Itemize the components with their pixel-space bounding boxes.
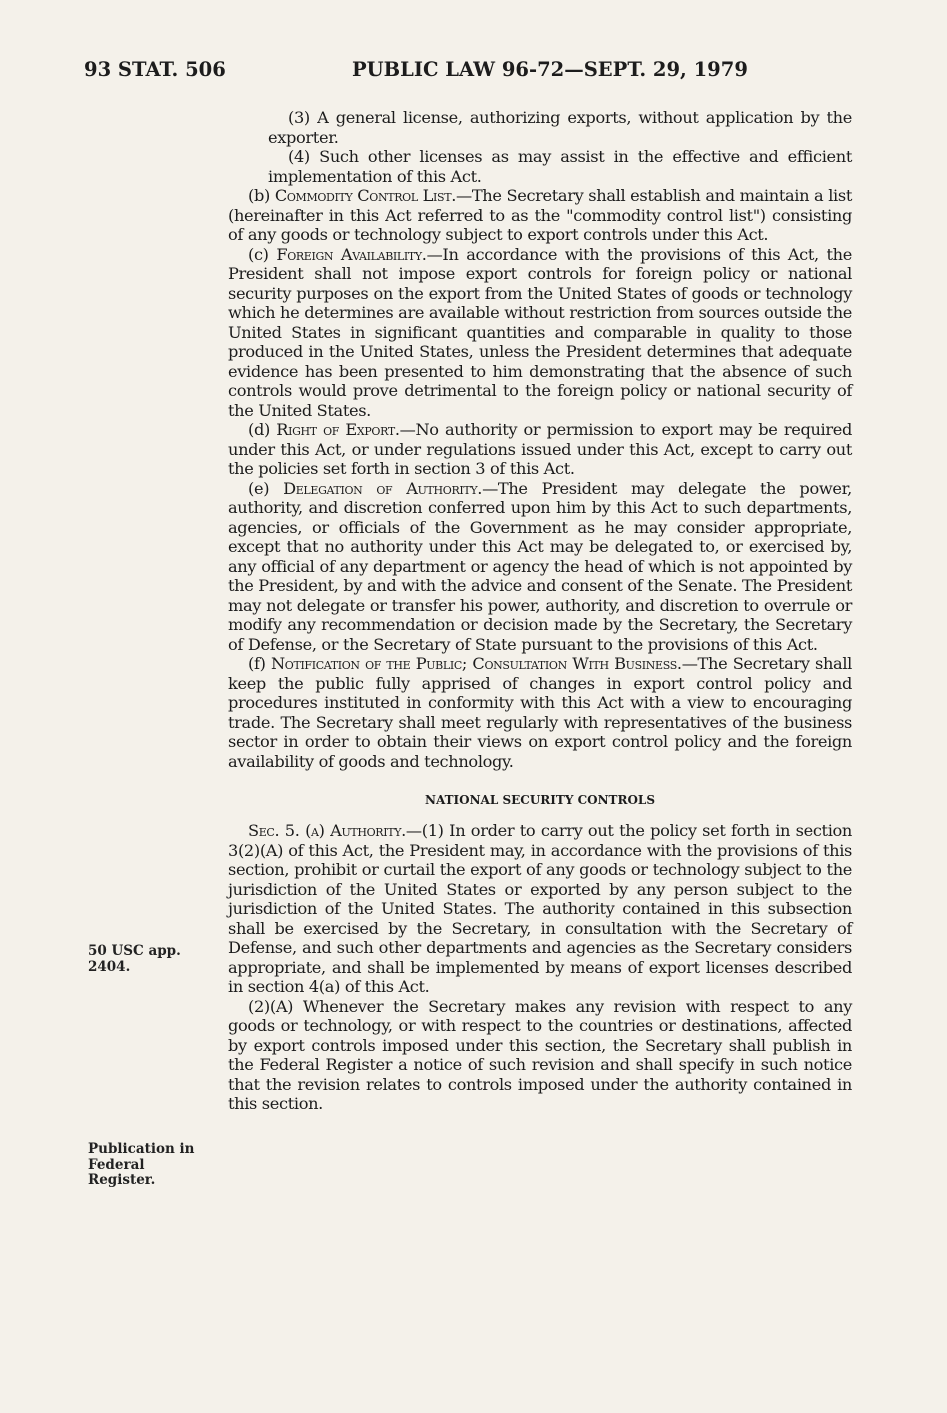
paragraph-4: (4) Such other licenses as may assist in the effective and efficient implementation of this Act. (268, 147, 852, 186)
subsection-b: (b) Commodity Control List.—The Secretary shall establish and maintain a list (hereinafter in this Act referred to as the "commodity control list") consisting of any goods or technology subject to export controls under this Act. (228, 186, 852, 244)
subsection-d-heading: Right of Export (276, 420, 395, 439)
subsection-c-heading: Foreign Availability (276, 244, 422, 264)
subsection-f: (f) Notification of the Public; Consultation With Business.—The Secretary shall keep the public fully apprised of changes in export control policy and procedures instituted in conformity with this Act with a view to encouraging trade. The Secretary shall meet regularly with representatives of the business sector in order to obtain their views on export control policy and the foreign availability of goods and technology. (228, 654, 853, 771)
subsection-d: (d) Right of Export.—No authority or permission to export may be required under this Act, or under regulations issued under this Act, except to carry out the policies set forth in section 3 of this Act. (228, 420, 852, 478)
subsection-f-heading: Notification of the Public; Consultation With Business (270, 654, 677, 673)
section-5a-2A: (2)(A) Whenever the Secretary makes any revision with respect to any goods or technology, or with respect to the countries or destinations, affected by export controls imposed under this section, the Secretary shall publish in the Federal Register a notice of such revision and shall specify in such notice that the revision relates to controls imposed under the authority contained in this section. (228, 996, 852, 1113)
subsection-e-heading: Delegation of Authority (283, 478, 478, 498)
document-body (228, 108, 852, 1114)
subsection-b-heading: Commodity Control List (274, 186, 452, 205)
paragraph-3: (3) A general license, authorizing exports, without application by the exporter. (268, 108, 852, 147)
margin-note-usc: 50 USC app. 2404. (88, 943, 181, 975)
section-5a-heading: Authority (330, 821, 402, 840)
law-title: PUBLIC LAW 96-72—SEPT. 29, 1979 (352, 58, 748, 81)
subsection-e: (e) Delegation of Authority.—The President may delegate the power, authority, and discretion conferred upon him by this Act to such departments, agencies, or officials of the Government as he may consider appropriate, except that no authority under this Act may be delegated to, or exercised by, any official of any department or agency the head of which is not appointed by the President, by and with the advice and consent of the Senate. The President may not delegate or transfer his power, authority, and discretion to overrule or modify any recommendation or decision made by the Secretary, the Secretary of Defense, or the Secretary of State pursuant to the provisions of this Act. (228, 478, 852, 654)
subsection-c: (c) Foreign Availability.—In accordance with the provisions of this Act, the President shall not impose export controls for foreign policy or national security purposes on the export from the United States of goods or technology which he determines are available without restriction from sources outside the United States in significant quantities and comparable in quality to those produced in the United States, unless the President determines that adequate evidence has been presented to him demonstrating that the absence of such controls would prove detrimental to the foreign policy or national security of the United States. (228, 244, 852, 420)
margin-note-publication: Publication in Federal Register. (88, 1141, 195, 1188)
stat-reference: 93 STAT. 506 (84, 58, 226, 81)
section-heading: NATIONAL SECURITY CONTROLS (424, 793, 656, 807)
section-5a: Sec. 5. (a) Authority.—(1) In order to carry out the policy set forth in section 3(2)(A) of this Act, the President may, in accordance with the provisions of this section, prohibit or curtail the export of any goods or technology subject to the jurisdiction of the United States or exported by any person subject to the jurisdiction of the United States. The authority contained in this subsection shall be exercised by the Secretary, in consultation with the Secretary of Defense, and such other departments and agencies as the Secretary considers appropriate, and shall be implemented by means of export licenses described in section 4(a) of this Act. (228, 821, 852, 996)
